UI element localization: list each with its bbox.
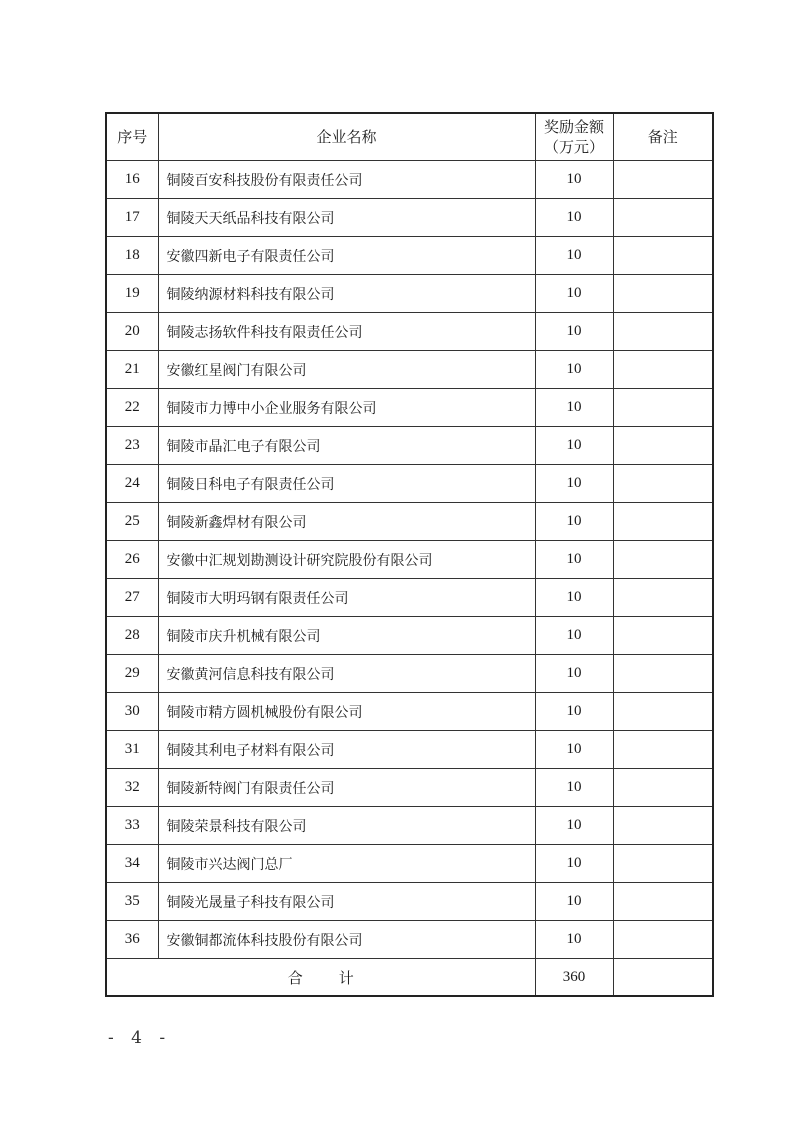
row-company: 铜陵市大明玛钢有限责任公司 — [158, 579, 535, 617]
row-company: 铜陵天天纸品科技有限公司 — [158, 199, 535, 237]
row-remark — [613, 275, 713, 313]
row-amount: 10 — [535, 503, 613, 541]
table-row — [106, 199, 713, 237]
row-company: 铜陵市兴达阀门总厂 — [158, 845, 535, 883]
row-remark — [613, 693, 713, 731]
row-amount: 10 — [535, 617, 613, 655]
row-no: 19 — [106, 275, 158, 313]
row-no: 28 — [106, 617, 158, 655]
row-company: 安徽四新电子有限责任公司 — [158, 237, 535, 275]
row-company: 安徽中汇规划勘测设计研究院股份有限公司 — [158, 541, 535, 579]
row-no: 26 — [106, 541, 158, 579]
table-row — [106, 465, 713, 503]
table-row — [106, 693, 713, 731]
row-remark — [613, 807, 713, 845]
row-amount: 10 — [535, 693, 613, 731]
table-row — [106, 769, 713, 807]
row-remark — [613, 883, 713, 921]
row-remark — [613, 845, 713, 883]
row-no: 22 — [106, 389, 158, 427]
row-company: 铜陵其利电子材料有限公司 — [158, 731, 535, 769]
row-remark — [613, 769, 713, 807]
row-amount: 10 — [535, 389, 613, 427]
row-remark — [613, 617, 713, 655]
table-row — [106, 313, 713, 351]
table-row — [106, 237, 713, 275]
row-remark — [613, 351, 713, 389]
row-remark — [613, 655, 713, 693]
row-company: 铜陵荣景科技有限公司 — [158, 807, 535, 845]
row-company: 安徽铜都流体科技股份有限公司 — [158, 921, 535, 959]
row-company: 铜陵光晟量子科技有限公司 — [158, 883, 535, 921]
total-label: 合计 — [106, 959, 535, 997]
row-amount: 10 — [535, 427, 613, 465]
page-number: - 4 - — [108, 1028, 172, 1048]
row-remark — [613, 389, 713, 427]
table-row — [106, 883, 713, 921]
row-company: 安徽红星阀门有限公司 — [158, 351, 535, 389]
row-company: 铜陵市精方圆机械股份有限公司 — [158, 693, 535, 731]
row-remark — [613, 161, 713, 199]
row-amount: 10 — [535, 807, 613, 845]
row-no: 30 — [106, 693, 158, 731]
total-remark — [613, 959, 713, 997]
table-row — [106, 541, 713, 579]
row-remark — [613, 313, 713, 351]
table-row — [106, 351, 713, 389]
table-row — [106, 503, 713, 541]
row-no: 20 — [106, 313, 158, 351]
header-amount-line2: （万元） — [543, 138, 604, 156]
row-company: 铜陵日科电子有限责任公司 — [158, 465, 535, 503]
total-value: 360 — [535, 959, 613, 997]
row-amount: 10 — [535, 161, 613, 199]
row-company: 铜陵市力博中小企业服务有限公司 — [158, 389, 535, 427]
row-no: 32 — [106, 769, 158, 807]
table-row — [106, 845, 713, 883]
row-remark — [613, 579, 713, 617]
row-company: 安徽黄河信息科技有限公司 — [158, 655, 535, 693]
row-amount: 10 — [535, 883, 613, 921]
row-remark — [613, 465, 713, 503]
row-amount: 10 — [535, 313, 613, 351]
row-amount: 10 — [535, 351, 613, 389]
row-amount: 10 — [535, 921, 613, 959]
row-no: 25 — [106, 503, 158, 541]
table-body — [106, 161, 713, 959]
row-amount: 10 — [535, 199, 613, 237]
row-remark — [613, 199, 713, 237]
row-no: 29 — [106, 655, 158, 693]
row-company: 铜陵百安科技股份有限责任公司 — [158, 161, 535, 199]
row-amount: 10 — [535, 731, 613, 769]
row-no: 21 — [106, 351, 158, 389]
row-remark — [613, 237, 713, 275]
table-header-row — [106, 113, 713, 161]
row-amount: 10 — [535, 579, 613, 617]
row-company: 铜陵新鑫焊材有限公司 — [158, 503, 535, 541]
row-no: 31 — [106, 731, 158, 769]
row-remark — [613, 731, 713, 769]
row-company: 铜陵市晶汇电子有限公司 — [158, 427, 535, 465]
row-no: 35 — [106, 883, 158, 921]
row-amount: 10 — [535, 237, 613, 275]
row-no: 34 — [106, 845, 158, 883]
award-table — [105, 112, 714, 997]
row-no: 33 — [106, 807, 158, 845]
table-row — [106, 579, 713, 617]
header-amount — [535, 113, 613, 161]
header-company: 企业名称 — [158, 113, 535, 161]
header-amount-line1: 奖励金额 — [543, 118, 604, 136]
row-no: 24 — [106, 465, 158, 503]
row-company: 铜陵纳源材料科技有限公司 — [158, 275, 535, 313]
total-row — [106, 959, 713, 997]
row-no: 23 — [106, 427, 158, 465]
row-amount: 10 — [535, 655, 613, 693]
row-amount: 10 — [535, 541, 613, 579]
row-amount: 10 — [535, 845, 613, 883]
row-amount: 10 — [535, 465, 613, 503]
table-row — [106, 161, 713, 199]
row-no: 36 — [106, 921, 158, 959]
row-company: 铜陵新特阀门有限责任公司 — [158, 769, 535, 807]
table-row — [106, 921, 713, 959]
table-row — [106, 427, 713, 465]
table-row — [106, 731, 713, 769]
table-row — [106, 807, 713, 845]
row-no: 17 — [106, 199, 158, 237]
row-amount: 10 — [535, 275, 613, 313]
row-amount: 10 — [535, 769, 613, 807]
row-remark — [613, 921, 713, 959]
row-no: 16 — [106, 161, 158, 199]
row-remark — [613, 503, 713, 541]
row-company: 铜陵志扬软件科技有限责任公司 — [158, 313, 535, 351]
row-no: 27 — [106, 579, 158, 617]
table-row — [106, 617, 713, 655]
row-remark — [613, 427, 713, 465]
header-no: 序号 — [106, 113, 158, 161]
table-row — [106, 655, 713, 693]
row-company: 铜陵市庆升机械有限公司 — [158, 617, 535, 655]
row-no: 18 — [106, 237, 158, 275]
row-remark — [613, 541, 713, 579]
table-row — [106, 275, 713, 313]
header-remark: 备注 — [613, 113, 713, 161]
table-row — [106, 389, 713, 427]
